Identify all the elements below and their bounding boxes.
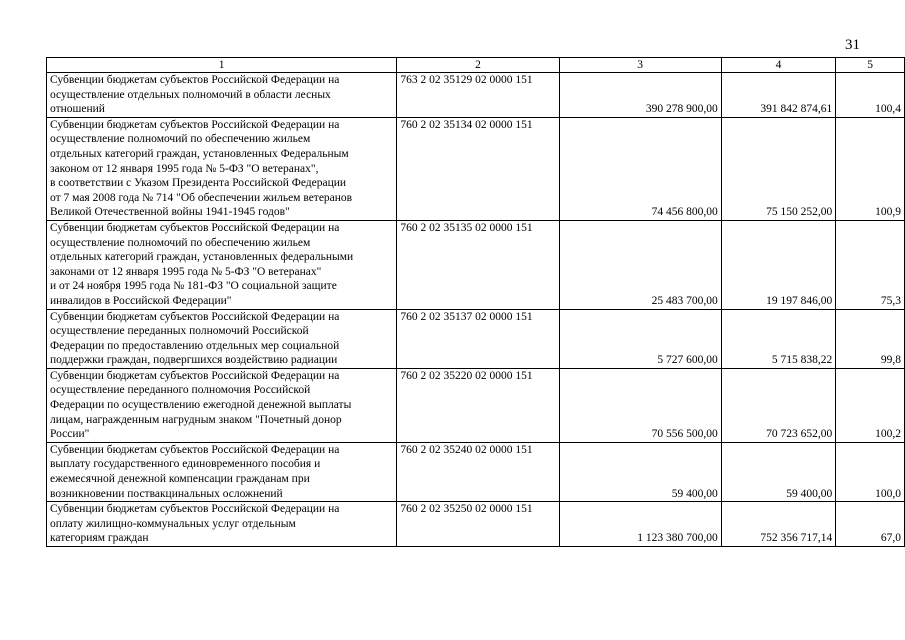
row-col5-percent: 75,3 xyxy=(836,220,905,309)
row-col5-percent: 100,9 xyxy=(836,117,905,220)
row-col4-value: 19 197 846,00 xyxy=(721,220,836,309)
description-line: законом от 12 января 1995 года № 5-ФЗ "О ветеранах", xyxy=(50,162,319,175)
row-description xyxy=(47,220,397,309)
description-line: и от 24 ноября 1995 года № 181-ФЗ "О социальной защите xyxy=(50,280,337,293)
table-header-row xyxy=(47,58,905,73)
column-header-5: 5 xyxy=(836,58,905,73)
description-line: осуществление переданного полномочия Российской xyxy=(50,384,311,397)
description-line: поддержки граждан, подвергшихся воздействию радиации xyxy=(50,354,338,367)
row-col3-value: 5 727 600,00 xyxy=(559,309,721,368)
description-line: Субвенции бюджетам субъектов Российской Федерации на xyxy=(50,74,340,86)
row-col3-value: 25 483 700,00 xyxy=(559,220,721,309)
description-line: Великой Отечественной войны 1941-1945 годов" xyxy=(50,206,290,219)
table-row xyxy=(47,368,905,442)
description-line: Субвенции бюджетам субъектов Российской Федерации на xyxy=(50,443,340,456)
row-description xyxy=(47,117,397,220)
row-col5-percent: 100,2 xyxy=(836,368,905,442)
page-number: 31 xyxy=(845,37,860,53)
column-header-2: 2 xyxy=(397,58,559,73)
description-line: лицам, награжденным нагрудным знаком "Почетный донор xyxy=(50,413,342,426)
row-col4-value: 70 723 652,00 xyxy=(721,368,836,442)
row-code: 760 2 02 35134 02 0000 151 xyxy=(397,117,559,220)
row-col4-value: 391 842 874,61 xyxy=(721,73,836,118)
description-line: оплату жилищно-коммунальных услуг отдельным xyxy=(50,517,296,530)
table-row xyxy=(47,442,905,501)
column-header-1: 1 xyxy=(47,58,397,73)
row-col4-value: 75 150 252,00 xyxy=(721,117,836,220)
table-row xyxy=(47,220,905,309)
row-code: 760 2 02 35250 02 0000 151 xyxy=(397,502,559,547)
description-line: Субвенции бюджетам субъектов Российской Федерации на xyxy=(50,310,340,323)
row-col3-value: 70 556 500,00 xyxy=(559,368,721,442)
description-line: отдельных категорий граждан, установленных Федеральным xyxy=(50,147,349,160)
row-description xyxy=(47,309,397,368)
description-line: отдельных категорий граждан, установленных федеральными xyxy=(50,251,354,264)
row-col5-percent: 99,8 xyxy=(836,309,905,368)
description-line: осуществление полномочий по обеспечению жильем xyxy=(50,236,311,249)
description-line: законами от 12 января 1995 года № 5-ФЗ "О ветеранах" xyxy=(50,265,322,278)
description-line: инвалидов в Российской Федерации" xyxy=(50,294,232,307)
description-line: осуществление полномочий по обеспечению жильем xyxy=(50,133,311,146)
description-line: Федерации по предоставлению отдельных мер социальной xyxy=(50,339,340,352)
row-col4-value: 59 400,00 xyxy=(721,442,836,501)
description-line: Федерации по осуществлению ежегодной денежной выплаты xyxy=(50,399,352,412)
description-line: осуществление переданных полномочий Российской xyxy=(50,325,309,338)
row-col5-percent: 100,4 xyxy=(836,73,905,118)
row-code: 760 2 02 35220 02 0000 151 xyxy=(397,368,559,442)
row-col3-value: 59 400,00 xyxy=(559,442,721,501)
description-line: возникновении поствакцинальных осложнений xyxy=(50,487,283,500)
row-col5-percent: 67,0 xyxy=(836,502,905,547)
row-description xyxy=(47,368,397,442)
description-line: Субвенции бюджетам субъектов Российской Федерации на xyxy=(50,221,340,234)
row-code: 760 2 02 35137 02 0000 151 xyxy=(397,309,559,368)
description-line: от 7 мая 2008 года № 714 "Об обеспечении жильем ветеранов xyxy=(50,191,353,204)
row-code: 760 2 02 35135 02 0000 151 xyxy=(397,220,559,309)
description-line: отношений xyxy=(50,103,105,116)
description-line: Субвенции бюджетам субъектов Российской Федерации на xyxy=(50,118,340,131)
column-header-3: 3 xyxy=(559,58,721,73)
description-line: категориям граждан xyxy=(50,532,149,545)
row-col5-percent: 100,0 xyxy=(836,442,905,501)
row-description xyxy=(47,73,397,118)
row-description xyxy=(47,442,397,501)
row-col4-value: 752 356 717,14 xyxy=(721,502,836,547)
row-description xyxy=(47,502,397,547)
description-line: ежемесячной денежной компенсации гражданам при xyxy=(50,473,310,486)
description-line: Субвенции бюджетам субъектов Российской Федерации на xyxy=(50,503,340,516)
row-col3-value: 1 123 380 700,00 xyxy=(559,502,721,547)
row-col3-value: 74 456 800,00 xyxy=(559,117,721,220)
description-line: осуществление отдельных полномочий в области лесных xyxy=(50,88,331,101)
table-row xyxy=(47,73,905,118)
description-line: в соответствии с Указом Президента Российской Федерации xyxy=(50,177,347,190)
row-col3-value: 390 278 900,00 xyxy=(559,73,721,118)
row-code: 760 2 02 35240 02 0000 151 xyxy=(397,442,559,501)
table-row xyxy=(47,117,905,220)
table-row xyxy=(47,309,905,368)
column-header-4: 4 xyxy=(721,58,836,73)
description-line: Субвенции бюджетам субъектов Российской Федерации на xyxy=(50,369,340,382)
description-line: России" xyxy=(50,428,90,441)
row-col4-value: 5 715 838,22 xyxy=(721,309,836,368)
description-line: выплату государственного единовременного пособия и xyxy=(50,458,321,471)
row-code: 763 2 02 35129 02 0000 151 xyxy=(397,73,559,118)
budget-table xyxy=(46,57,905,547)
table-row xyxy=(47,502,905,547)
